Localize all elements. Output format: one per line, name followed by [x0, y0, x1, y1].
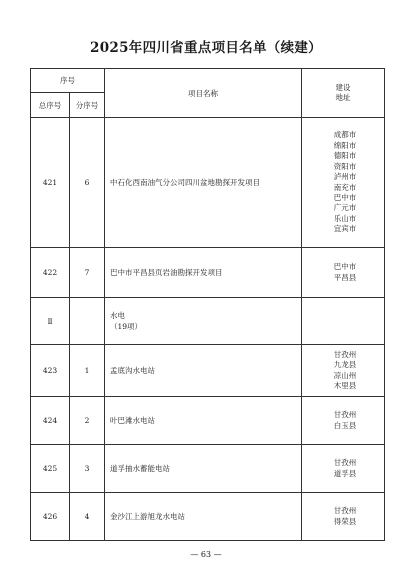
location-item: 南充市 — [333, 182, 357, 192]
empty-cell — [70, 298, 105, 345]
project-name-cell: 叶巴滩水电站 — [105, 397, 302, 445]
page-title: 2025年四川省重点项目名单（续建） — [90, 40, 322, 56]
sub-seq-cell: 6 — [70, 118, 105, 248]
location-item: 资阳市 — [333, 161, 357, 171]
sub-seq-cell: 1 — [70, 345, 105, 397]
table-row — [31, 118, 385, 248]
total-seq-cell: 424 — [31, 397, 70, 445]
location-item: 得荣县 — [333, 516, 357, 526]
location-header-line1: 建设 — [335, 83, 351, 92]
sub-seq-cell: 3 — [70, 445, 105, 493]
location-cell — [302, 345, 385, 397]
location-item: 木里县 — [333, 380, 357, 390]
category-row — [31, 298, 385, 345]
category-name-cell — [105, 298, 302, 345]
location-item: 九龙县 — [333, 360, 357, 370]
location-item: 平昌县 — [333, 272, 357, 282]
table-row — [31, 248, 385, 298]
table-row — [31, 493, 385, 541]
table-row — [31, 397, 385, 445]
total-seq-cell: 425 — [31, 445, 70, 493]
category-count: （19项） — [110, 322, 143, 331]
location-item: 甘孜州 — [333, 349, 357, 359]
location-item: 广元市 — [333, 203, 357, 213]
location-item: 乐山市 — [333, 213, 357, 223]
total-seq-cell: 423 — [31, 345, 70, 397]
header-row-top — [31, 69, 385, 93]
project-name-cell: 金沙江上游旭龙水电站 — [105, 493, 302, 541]
sub-seq-header: 分序号 — [70, 93, 105, 118]
empty-cell — [302, 298, 385, 345]
project-table — [30, 68, 385, 541]
project-name-cell: 道孚抽水蓄能电站 — [105, 445, 302, 493]
location-item: 甘孜州 — [333, 506, 357, 516]
project-name-cell: 孟底沟水电站 — [105, 345, 302, 397]
location-item: 成都市 — [333, 130, 357, 140]
location-item: 巴中市 — [333, 192, 357, 202]
category-name: 水电 — [110, 311, 125, 320]
total-seq-cell: 426 — [31, 493, 70, 541]
location-item: 绵阳市 — [333, 140, 357, 150]
location-item: 甘孜州 — [333, 410, 357, 420]
location-header — [302, 69, 385, 118]
location-cell — [302, 248, 385, 298]
project-name-cell: 中石化西南油气分公司四川盆地勘探开发项目 — [105, 118, 302, 248]
location-cell — [302, 118, 385, 248]
location-item: 道孚县 — [333, 468, 357, 478]
total-seq-cell: 421 — [31, 118, 70, 248]
total-seq-header: 总序号 — [31, 93, 70, 118]
location-item: 泸州市 — [333, 172, 357, 182]
table-row — [31, 445, 385, 493]
table-row — [31, 345, 385, 397]
sub-seq-cell: 7 — [70, 248, 105, 298]
location-item: 甘孜州 — [333, 458, 357, 468]
sub-seq-cell: 2 — [70, 397, 105, 445]
project-name-header: 项目名称 — [105, 69, 302, 118]
location-header-line2: 地址 — [335, 93, 351, 102]
project-name-cell: 巴中市平昌县页岩油勘探开发项目 — [105, 248, 302, 298]
seq-header: 序号 — [31, 69, 105, 93]
location-cell — [302, 397, 385, 445]
location-item: 宜宾市 — [333, 224, 357, 234]
page-number: — 63 — — [190, 550, 222, 559]
sub-seq-cell: 4 — [70, 493, 105, 541]
location-item: 凉山州 — [333, 370, 357, 380]
location-cell — [302, 493, 385, 541]
location-cell — [302, 445, 385, 493]
location-item: 白玉县 — [333, 420, 357, 430]
location-item: 德阳市 — [333, 151, 357, 161]
total-seq-cell: 422 — [31, 248, 70, 298]
category-number-cell: Ⅱ — [31, 298, 70, 345]
location-item: 巴中市 — [333, 262, 357, 272]
